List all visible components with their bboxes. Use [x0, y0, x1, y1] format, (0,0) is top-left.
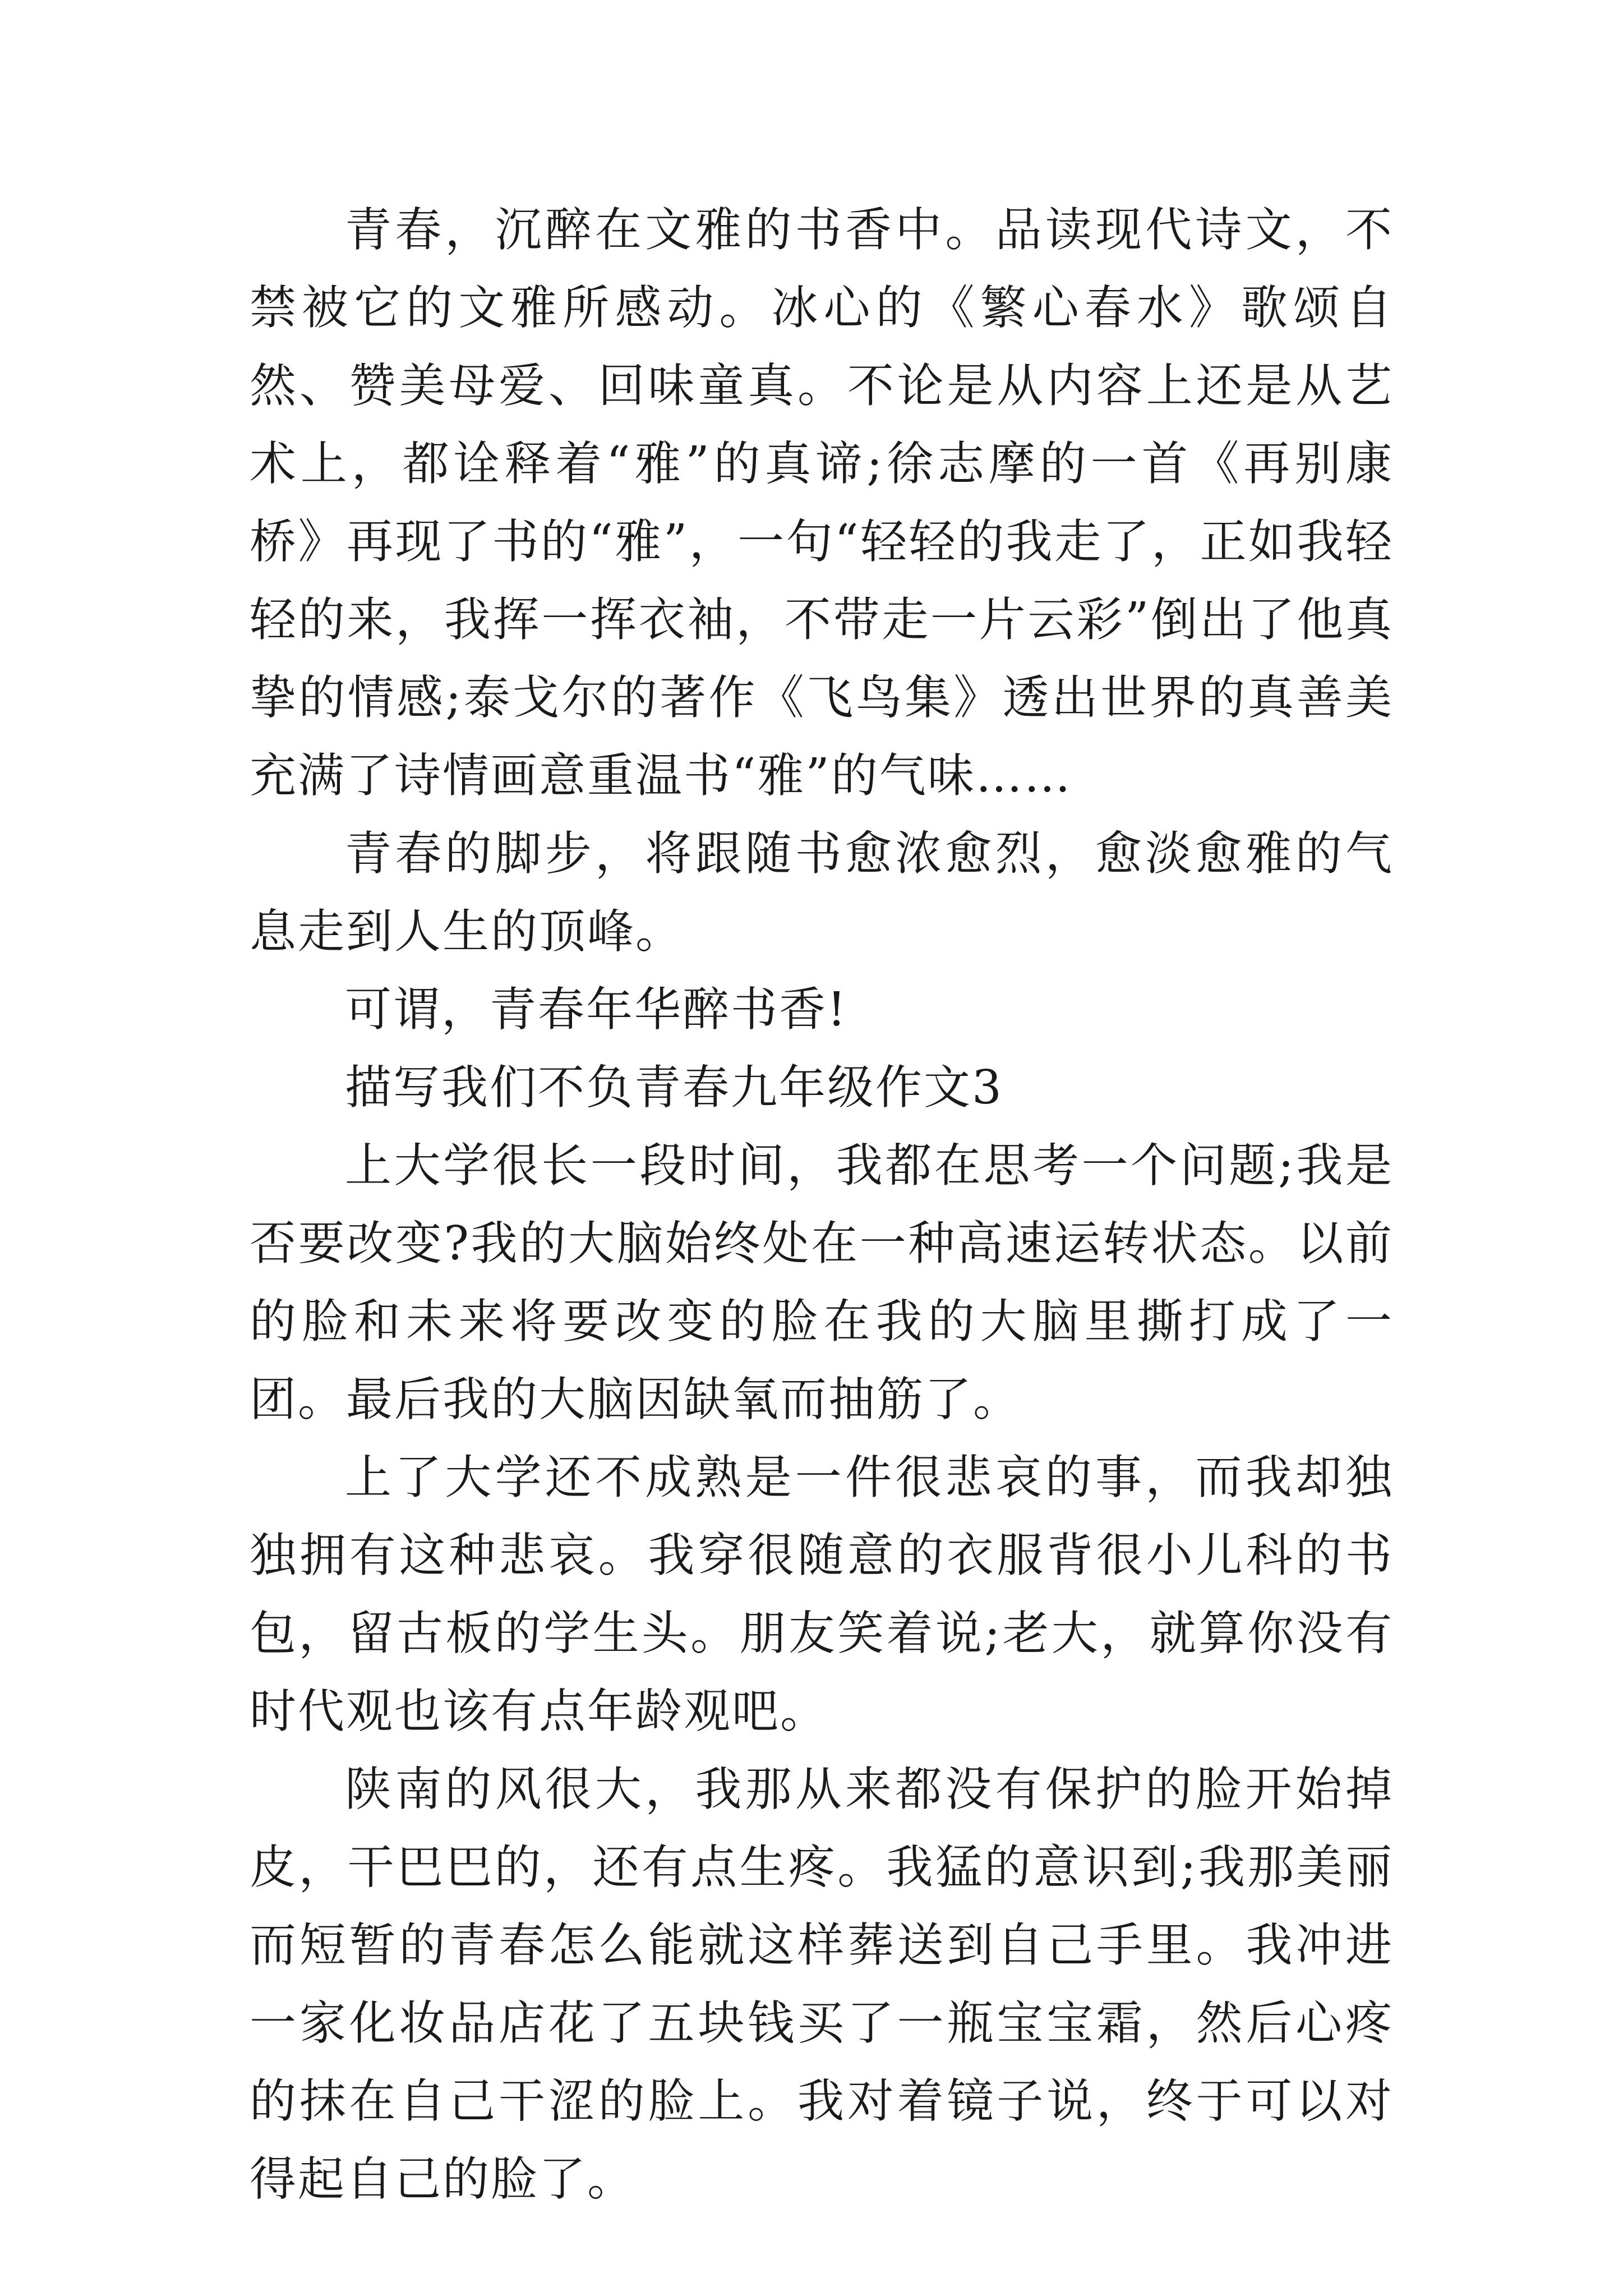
paragraph-5: 上了大学还不成熟是一件很悲哀的事，而我却独独拥有这种悲哀。我穿很随意的衣服背很小儿科的书包，留古板的学生头。朋友笑着说;老大，就算你没有时代观也该有点年龄观吧。 — [250, 1450, 1394, 1738]
document-body — [250, 191, 1394, 2218]
section-heading: 描写我们不负青春九年级作文3 — [345, 1060, 1003, 1115]
paragraph-3: 可谓，青春年华醉书香! — [345, 982, 848, 1037]
paragraph-4: 上大学很长一段时间，我都在思考一个问题;我是否要改变?我的大脑始终处在一种高速运转状态。以前的脸和未来将要改变的脸在我的大脑里撕打成了一团。最后我的大脑因缺氧而抽筋了。 — [250, 1138, 1394, 1427]
paragraph-1: 青春，沉醉在文雅的书香中。品读现代诗文，不禁被它的文雅所感动。冰心的《繁心春水》歌颂自然、赞美母爱、回味童真。不论是从内容上还是从艺术上，都诠释着“雅”的真谛;徐志摩的一首《再别康桥》再现了书的“雅”，一句“轻轻的我走了，正如我轻轻的来，我挥一挥衣袖，不带走一片云彩”倒出了他真挚的情感;泰戈尔的著作《飞鸟集》透出世界的真善美充满了诗情画意重温书“雅”的气味…… — [250, 203, 1394, 803]
paragraph-6: 陕南的风很大，我那从来都没有保护的脸开始掉皮，干巴巴的，还有点生疼。我猛的意识到;我那美丽而短暂的青春怎么能就这样葬送到自己手里。我冲进一家化妆品店花了五块钱买了一瓶宝宝霜，然后心疼的抹在自己干涩的脸上。我对着镜子说，终于可以对得起自己的脸了。 — [250, 1762, 1394, 2206]
paragraph-2: 青春的脚步，将跟随书愈浓愈烈，愈淡愈雅的气息走到人生的顶峰。 — [250, 826, 1394, 959]
